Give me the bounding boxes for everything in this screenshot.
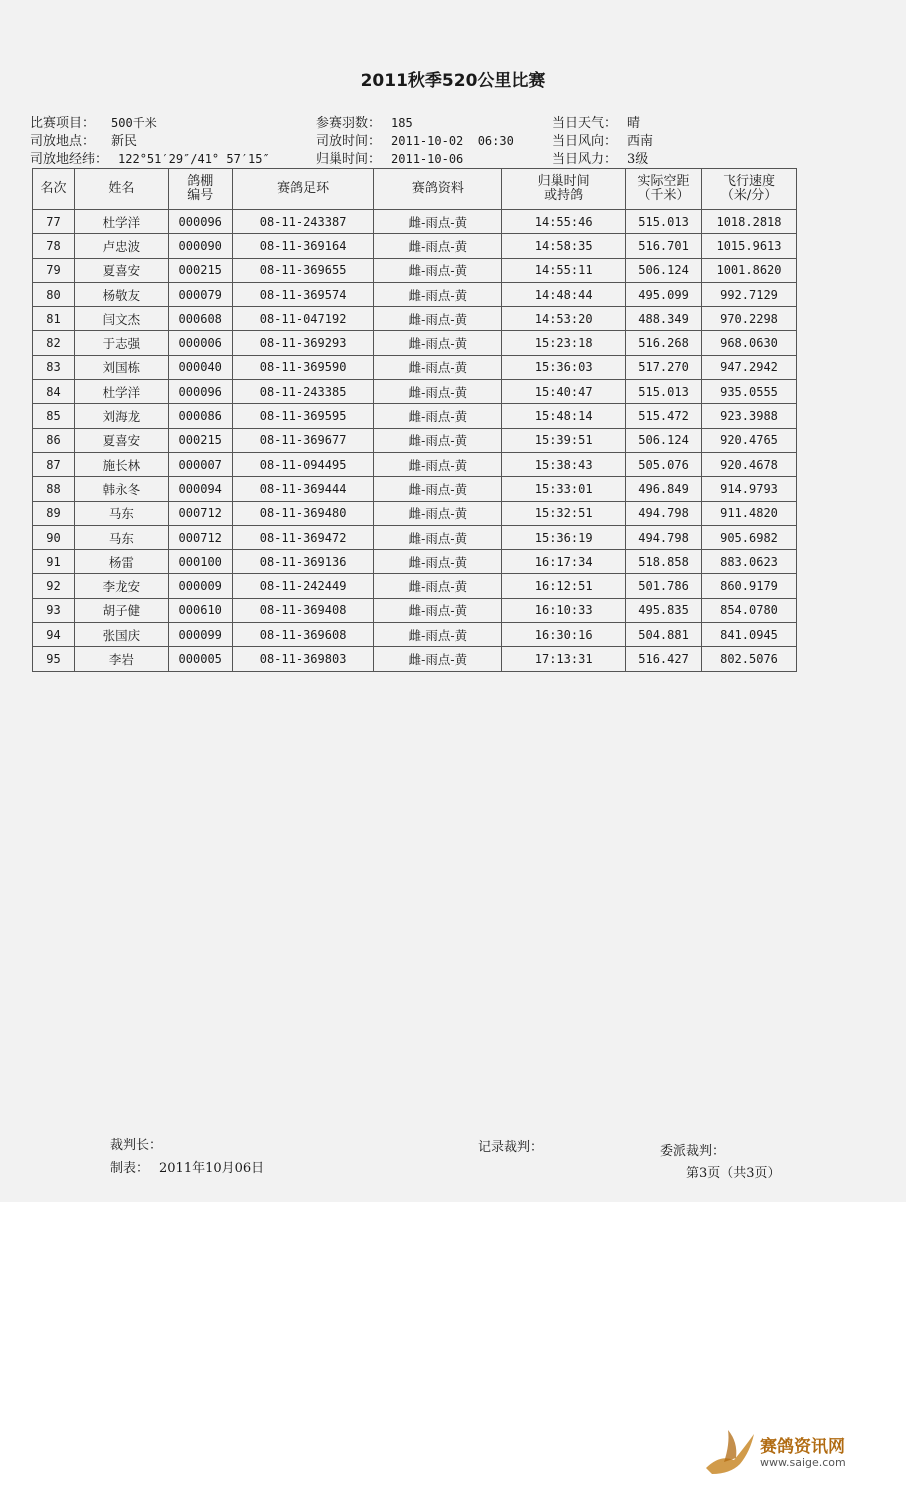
cell-info: 雌-雨点-黄: [374, 574, 502, 598]
cell-distance: 495.835: [626, 598, 702, 622]
meta-location-value: 新民: [111, 134, 138, 149]
meta-wind-force-label: 当日风力：: [552, 152, 618, 167]
table-row: [33, 550, 797, 574]
table-row: [33, 404, 797, 428]
cell-ring: 08-11-369164: [232, 234, 374, 258]
cell-rank: 93: [33, 598, 75, 622]
meta-weather-value: 晴: [627, 116, 641, 131]
cell-loft: 000608: [168, 307, 232, 331]
cell-rank: 77: [33, 210, 75, 234]
table-header-row: [33, 169, 797, 210]
meta-event-value: 500千米: [111, 116, 157, 130]
cell-speed: 841.0945: [702, 623, 797, 647]
cell-name: 杨敬友: [74, 282, 168, 306]
cell-name: 胡子健: [74, 598, 168, 622]
table-row: [33, 428, 797, 452]
header-distance-line2: （千米）: [637, 188, 690, 203]
meta-count-label: 参赛羽数：: [316, 116, 382, 131]
footer-made-value: 2011年10月06日: [159, 1161, 265, 1176]
cell-speed: 920.4765: [702, 428, 797, 452]
cell-speed: 905.6982: [702, 525, 797, 549]
cell-info: 雌-雨点-黄: [374, 307, 502, 331]
page-title: 2011秋季520公里比赛: [360, 71, 546, 91]
header-loft: [168, 169, 232, 210]
cell-loft: 000610: [168, 598, 232, 622]
cell-loft: 000215: [168, 428, 232, 452]
cell-name: 夏喜安: [74, 428, 168, 452]
header-time: [502, 169, 626, 210]
cell-name: 张国庆: [74, 623, 168, 647]
cell-speed: 992.7129: [702, 282, 797, 306]
table-row: [33, 380, 797, 404]
cell-speed: 914.9793: [702, 477, 797, 501]
meta-wind-force: [552, 148, 648, 167]
meta-location: [30, 130, 137, 149]
cell-speed: 968.0630: [702, 331, 797, 355]
cell-ring: 08-11-242449: [232, 574, 374, 598]
cell-info: 雌-雨点-黄: [374, 501, 502, 525]
cell-info: 雌-雨点-黄: [374, 647, 502, 671]
cell-name: 卢忠波: [74, 234, 168, 258]
table-row: [33, 623, 797, 647]
meta-wind-dir: [552, 130, 653, 149]
cell-distance: 488.349: [626, 307, 702, 331]
cell-time: 14:55:11: [502, 258, 626, 282]
cell-loft: 000086: [168, 404, 232, 428]
cell-name: 刘海龙: [74, 404, 168, 428]
cell-ring: 08-11-369480: [232, 501, 374, 525]
cell-loft: 000006: [168, 331, 232, 355]
cell-info: 雌-雨点-黄: [374, 282, 502, 306]
cell-time: 16:12:51: [502, 574, 626, 598]
table-row: [33, 574, 797, 598]
cell-name: 施长林: [74, 452, 168, 476]
table-row: [33, 210, 797, 234]
table-row: [33, 355, 797, 379]
cell-ring: 08-11-094495: [232, 452, 374, 476]
footer-made: [110, 1157, 264, 1176]
cell-info: 雌-雨点-黄: [374, 404, 502, 428]
cell-info: 雌-雨点-黄: [374, 234, 502, 258]
footer-page-number: 第3页（共3页）: [686, 1166, 781, 1181]
cell-time: 15:48:14: [502, 404, 626, 428]
cell-ring: 08-11-369136: [232, 550, 374, 574]
cell-distance: 517.270: [626, 355, 702, 379]
cell-loft: 000712: [168, 501, 232, 525]
header-distance-line1: 实际空距: [637, 174, 690, 189]
table-row: [33, 501, 797, 525]
header-speed-line2: （米/分）: [720, 188, 778, 203]
meta-release: [316, 130, 514, 149]
cell-rank: 80: [33, 282, 75, 306]
cell-name: 马东: [74, 525, 168, 549]
cell-distance: 516.427: [626, 647, 702, 671]
cell-speed: 1015.9613: [702, 234, 797, 258]
cell-time: 16:10:33: [502, 598, 626, 622]
cell-name: 马东: [74, 501, 168, 525]
cell-loft: 000079: [168, 282, 232, 306]
cell-name: 李龙安: [74, 574, 168, 598]
footer-recorder: 记录裁判：: [478, 1140, 544, 1155]
cell-rank: 81: [33, 307, 75, 331]
cell-ring: 08-11-369472: [232, 525, 374, 549]
cell-loft: 000005: [168, 647, 232, 671]
cell-loft: 000099: [168, 623, 232, 647]
cell-rank: 91: [33, 550, 75, 574]
cell-name: 李岩: [74, 647, 168, 671]
meta-coords-value: 122°51′29″/41° 57′15″: [118, 152, 270, 166]
meta-wind-dir-label: 当日风向：: [552, 134, 618, 149]
meta-return-label: 归巢时间：: [316, 152, 382, 167]
table-row: [33, 598, 797, 622]
cell-loft: 000215: [168, 258, 232, 282]
cell-info: 雌-雨点-黄: [374, 623, 502, 647]
meta-coords: [30, 148, 270, 167]
pigeon-logo-icon: [700, 1424, 760, 1484]
table-row: [33, 331, 797, 355]
cell-loft: 000090: [168, 234, 232, 258]
header-loft-line1: 鸽棚: [187, 174, 214, 189]
cell-info: 雌-雨点-黄: [374, 550, 502, 574]
meta-release-value: 2011-10-02 06:30: [391, 134, 514, 148]
cell-rank: 79: [33, 258, 75, 282]
meta-weather-label: 当日天气：: [552, 116, 618, 131]
meta-location-label: 司放地点：: [30, 134, 96, 149]
cell-time: 16:17:34: [502, 550, 626, 574]
cell-time: 14:55:46: [502, 210, 626, 234]
cell-loft: 000040: [168, 355, 232, 379]
cell-time: 16:30:16: [502, 623, 626, 647]
table-row: [33, 452, 797, 476]
footer-assigned: 委派裁判：: [660, 1144, 726, 1159]
cell-time: 17:13:31: [502, 647, 626, 671]
cell-info: 雌-雨点-黄: [374, 331, 502, 355]
cell-loft: 000007: [168, 452, 232, 476]
watermark-url: www.saige.com: [760, 1456, 846, 1469]
cell-rank: 86: [33, 428, 75, 452]
cell-distance: 505.076: [626, 452, 702, 476]
cell-speed: 911.4820: [702, 501, 797, 525]
cell-name: 杜学洋: [74, 380, 168, 404]
cell-name: 杜学洋: [74, 210, 168, 234]
cell-distance: 494.798: [626, 525, 702, 549]
cell-info: 雌-雨点-黄: [374, 380, 502, 404]
cell-name: 闫文杰: [74, 307, 168, 331]
header-rank: 名次: [33, 169, 75, 210]
table-row: [33, 258, 797, 282]
cell-distance: 504.881: [626, 623, 702, 647]
cell-time: 14:58:35: [502, 234, 626, 258]
cell-speed: 1018.2818: [702, 210, 797, 234]
table-row: [33, 282, 797, 306]
cell-loft: 000096: [168, 210, 232, 234]
meta-return-value: 2011-10-06: [391, 152, 464, 166]
cell-info: 雌-雨点-黄: [374, 355, 502, 379]
cell-info: 雌-雨点-黄: [374, 525, 502, 549]
meta-wind-force-value: 3级: [627, 152, 649, 167]
cell-speed: 854.0780: [702, 598, 797, 622]
cell-speed: 923.3988: [702, 404, 797, 428]
cell-info: 雌-雨点-黄: [374, 452, 502, 476]
cell-speed: 935.0555: [702, 380, 797, 404]
meta-release-label: 司放时间：: [316, 134, 382, 149]
header-time-line1: 归巢时间: [537, 174, 590, 189]
meta-count: [316, 112, 413, 131]
cell-rank: 89: [33, 501, 75, 525]
cell-time: 15:23:18: [502, 331, 626, 355]
cell-speed: 970.2298: [702, 307, 797, 331]
cell-name: 刘国栋: [74, 355, 168, 379]
meta-weather: [552, 112, 640, 131]
cell-distance: 496.849: [626, 477, 702, 501]
cell-distance: 501.786: [626, 574, 702, 598]
cell-distance: 506.124: [626, 258, 702, 282]
cell-ring: 08-11-369574: [232, 282, 374, 306]
cell-rank: 95: [33, 647, 75, 671]
meta-return: [316, 148, 463, 167]
watermark-logo: [700, 1424, 880, 1484]
cell-rank: 82: [33, 331, 75, 355]
cell-distance: 506.124: [626, 428, 702, 452]
cell-distance: 515.013: [626, 210, 702, 234]
cell-rank: 78: [33, 234, 75, 258]
header-speed: [702, 169, 797, 210]
cell-speed: 1001.8620: [702, 258, 797, 282]
watermark-name: 赛鸽资讯网: [760, 1437, 845, 1457]
cell-ring: 08-11-047192: [232, 307, 374, 331]
cell-speed: 860.9179: [702, 574, 797, 598]
cell-name: 韩永冬: [74, 477, 168, 501]
cell-loft: 000094: [168, 477, 232, 501]
table-row: [33, 477, 797, 501]
meta-event: [30, 112, 157, 131]
header-time-line2: 或持鸽: [544, 188, 584, 203]
cell-loft: 000096: [168, 380, 232, 404]
results-table: [32, 168, 797, 672]
cell-name: 杨雷: [74, 550, 168, 574]
meta-count-value: 185: [391, 116, 413, 130]
cell-ring: 08-11-369293: [232, 331, 374, 355]
cell-ring: 08-11-369595: [232, 404, 374, 428]
cell-time: 14:53:20: [502, 307, 626, 331]
cell-name: 于志强: [74, 331, 168, 355]
footer-chief-judge: 裁判长：: [110, 1138, 163, 1153]
cell-rank: 92: [33, 574, 75, 598]
cell-loft: 000712: [168, 525, 232, 549]
header-speed-line1: 飞行速度: [723, 174, 776, 189]
cell-ring: 08-11-369677: [232, 428, 374, 452]
table-row: [33, 307, 797, 331]
cell-ring: 08-11-369408: [232, 598, 374, 622]
cell-loft: 000100: [168, 550, 232, 574]
cell-ring: 08-11-369608: [232, 623, 374, 647]
cell-time: 14:48:44: [502, 282, 626, 306]
cell-info: 雌-雨点-黄: [374, 258, 502, 282]
cell-rank: 90: [33, 525, 75, 549]
cell-speed: 883.0623: [702, 550, 797, 574]
cell-ring: 08-11-369655: [232, 258, 374, 282]
cell-speed: 947.2942: [702, 355, 797, 379]
meta-coords-label: 司放地经纬：: [30, 152, 109, 167]
header-loft-line2: 编号: [187, 188, 214, 203]
cell-name: 夏喜安: [74, 258, 168, 282]
cell-rank: 83: [33, 355, 75, 379]
header-distance: [626, 169, 702, 210]
header-ring: 赛鸽足环: [232, 169, 374, 210]
cell-time: 15:36:03: [502, 355, 626, 379]
meta-wind-dir-value: 西南: [627, 134, 654, 149]
cell-time: 15:40:47: [502, 380, 626, 404]
cell-info: 雌-雨点-黄: [374, 598, 502, 622]
cell-info: 雌-雨点-黄: [374, 477, 502, 501]
cell-ring: 08-11-243385: [232, 380, 374, 404]
cell-time: 15:38:43: [502, 452, 626, 476]
cell-ring: 08-11-369590: [232, 355, 374, 379]
cell-ring: 08-11-243387: [232, 210, 374, 234]
cell-distance: 516.701: [626, 234, 702, 258]
cell-rank: 85: [33, 404, 75, 428]
cell-distance: 515.013: [626, 380, 702, 404]
cell-distance: 516.268: [626, 331, 702, 355]
footer-made-label: 制表：: [110, 1161, 150, 1176]
cell-rank: 84: [33, 380, 75, 404]
cell-time: 15:33:01: [502, 477, 626, 501]
cell-rank: 94: [33, 623, 75, 647]
cell-ring: 08-11-369444: [232, 477, 374, 501]
table-row: [33, 647, 797, 671]
cell-distance: 494.798: [626, 501, 702, 525]
cell-info: 雌-雨点-黄: [374, 428, 502, 452]
cell-speed: 802.5076: [702, 647, 797, 671]
header-name: 姓名: [74, 169, 168, 210]
cell-time: 15:39:51: [502, 428, 626, 452]
cell-time: 15:32:51: [502, 501, 626, 525]
header-info: 赛鸽资料: [374, 169, 502, 210]
meta-event-label: 比赛项目：: [30, 116, 96, 131]
cell-distance: 515.472: [626, 404, 702, 428]
cell-time: 15:36:19: [502, 525, 626, 549]
cell-rank: 87: [33, 452, 75, 476]
cell-speed: 920.4678: [702, 452, 797, 476]
table-row: [33, 234, 797, 258]
cell-info: 雌-雨点-黄: [374, 210, 502, 234]
cell-distance: 518.858: [626, 550, 702, 574]
cell-distance: 495.099: [626, 282, 702, 306]
cell-ring: 08-11-369803: [232, 647, 374, 671]
cell-loft: 000009: [168, 574, 232, 598]
table-row: [33, 525, 797, 549]
cell-rank: 88: [33, 477, 75, 501]
